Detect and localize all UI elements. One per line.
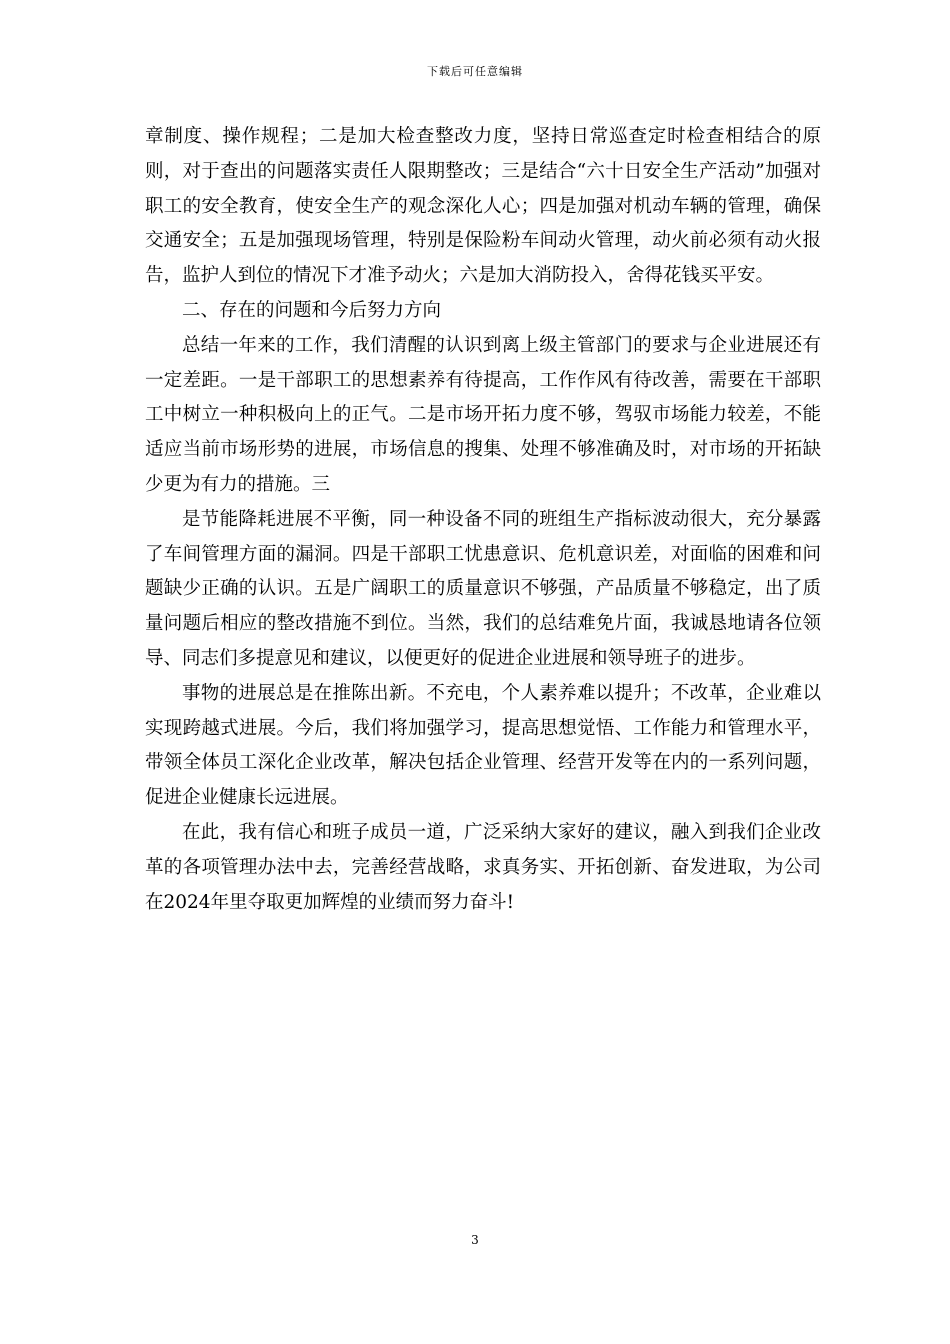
paragraph: 总结一年来的工作，我们清醒的认识到离上级主管部门的要求与企业进展还有一定差距。一是干部职工的思想素养有待提高，工作作风有待改善，需要在干部职工中树立一种积极向上的正气。二是市场开拓力度不够，驾驭市场能力较差，不能适应当前市场形势的进展，市场信息的搜集、处理不够准确及时，对市场的开拓缺少更为有力的措施。三 [145, 334, 821, 495]
page-number: 3 [471, 1233, 479, 1247]
paragraph: 在此，我有信心和班子成员一道，广泛采纳大家好的建议，融入到我们企业改革的各项管理办法中去，完善经营战略，求真务实、开拓创新、奋发进取，为公司在2024年里夺取更加辉煌的业绩而努力奋斗! [145, 821, 821, 913]
paragraph: 事物的进展总是在推陈出新。不充电，个人素养难以提升；不改革，企业难以实现跨越式进展。今后，我们将加强学习，提高思想觉悟、工作能力和管理水平，带领全体员工深化企业改革，解决包括企业管理、经营开发等在内的一系列问题，促进企业健康长远进展。 [145, 682, 821, 809]
document-body [145, 120, 821, 920]
page-header: 下载后可任意编辑 [427, 65, 523, 78]
section-heading: 二、存在的问题和今后努力方向 [182, 299, 442, 321]
paragraph: 是节能降耗进展不平衡，同一种设备不同的班组生产指标波动很大，充分暴露了车间管理方面的漏洞。四是干部职工忧患意识、危机意识差，对面临的困难和问题缺少正确的认识。五是广阔职工的质量意识不够强，产品质量不够稳定，出了质量问题后相应的整改措施不到位。当然，我们的总结难免片面，我诚恳地请各位领导、同志们多提意见和建议，以便更好的促进企业进展和领导班子的进步。 [145, 508, 821, 669]
paragraph-continuation: 章制度、操作规程；二是加大检查整改力度，坚持日常巡查定时检查相结合的原则，对于查出的问题落实责任人限期整改；三是结合“六十日安全生产活动”加强对职工的安全教育，使安全生产的观念深化人心；四是加强对机动车辆的管理，确保交通安全；五是加强现场管理，特别是保险粉车间动火管理，动火前必须有动火报告，监护人到位的情况下才准予动火；六是加大消防投入，舍得花钱买平安。 [145, 126, 821, 287]
